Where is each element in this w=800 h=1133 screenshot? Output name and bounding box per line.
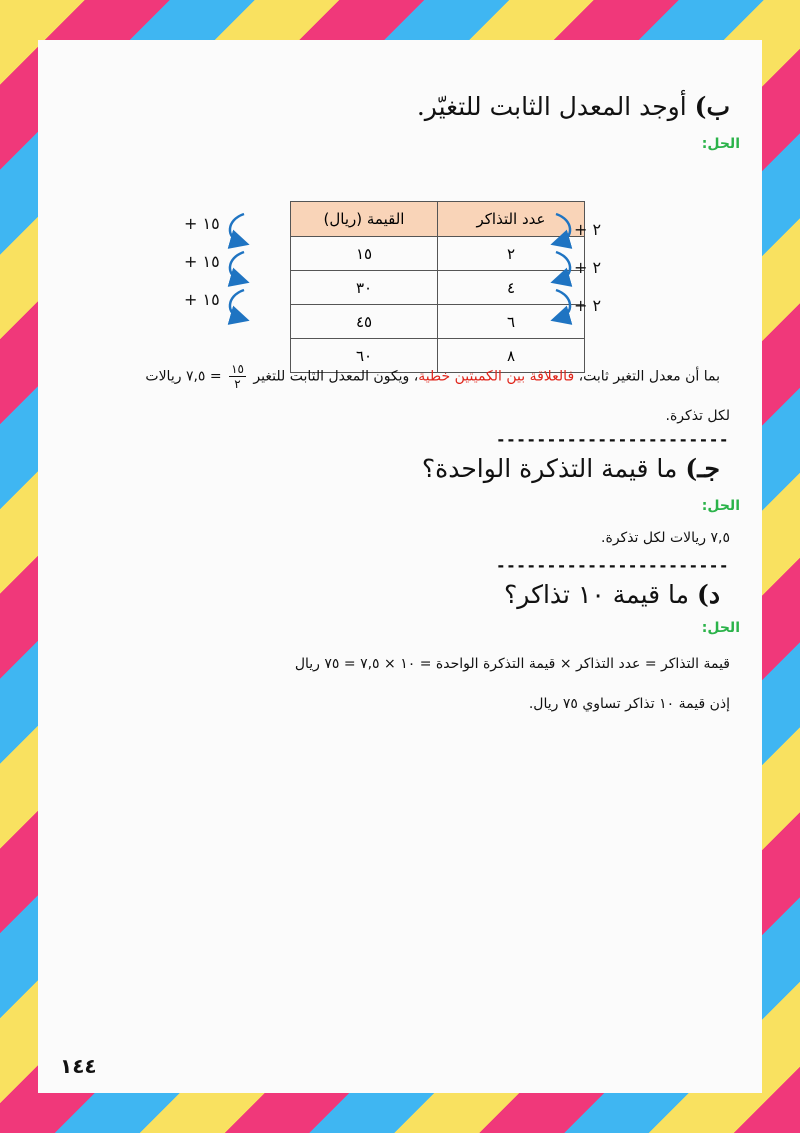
cell-tickets: ٨ xyxy=(438,339,585,373)
conclusion-part-3: = ٧,٥ ريالات xyxy=(145,368,222,385)
table-row xyxy=(291,271,585,305)
question-d-text: ما قيمة ١٠ تذاكر؟ xyxy=(504,580,690,609)
curved-arrow-icon xyxy=(230,252,244,280)
answer-c: ٧,٥ ريالات لكل تذكرة. xyxy=(601,530,730,546)
conclusion-part-1: بما أن معدل التغير ثابت، xyxy=(574,368,720,385)
increment-right-3: + ٢ xyxy=(574,296,602,315)
increment-right-2: + ٢ xyxy=(574,258,602,277)
cell-tickets: ٦ xyxy=(438,305,585,339)
question-c-text: ما قيمة التذكرة الواحدة؟ xyxy=(421,454,678,483)
table-row xyxy=(291,237,585,271)
header-value: القيمة (ريال) xyxy=(291,202,438,237)
cell-value: ١٥ xyxy=(291,237,438,271)
page-number: ١٤٤ xyxy=(60,1054,97,1078)
question-b-label: ب) xyxy=(694,92,730,121)
cell-value: ٤٥ xyxy=(291,305,438,339)
cell-tickets: ٢ xyxy=(438,237,585,271)
curved-arrow-icon xyxy=(230,214,244,242)
curved-arrow-icon xyxy=(556,252,570,280)
question-d-label: د) xyxy=(697,580,720,609)
question-b-text: أوجد المعدل الثابت للتغيّر. xyxy=(416,92,687,121)
increment-left-2: + ١٥ xyxy=(184,252,220,271)
fraction-denominator: ٢ xyxy=(234,377,241,391)
question-d xyxy=(504,580,720,609)
header-tickets: عدد التذاكر xyxy=(438,202,585,237)
cell-value: ٦٠ xyxy=(291,339,438,373)
increment-right-1: + ٢ xyxy=(574,220,602,239)
question-c-label: جـ) xyxy=(685,454,720,483)
increment-left-1: + ١٥ xyxy=(184,214,220,233)
conclusion-highlight: فالعلاقة بين الكميتين خطية xyxy=(418,368,575,385)
curved-arrow-icon xyxy=(556,290,570,318)
solution-label-d: الحل: xyxy=(701,620,740,636)
conclusion-part-2: ، ويكون المعدل الثابت للتغير xyxy=(253,368,419,385)
conclusion-line-2: لكل تذكرة. xyxy=(665,408,730,424)
fraction-numerator: ١٥ xyxy=(231,362,244,376)
curved-arrow-icon xyxy=(556,214,570,242)
table-row xyxy=(291,305,585,339)
question-c xyxy=(422,454,720,483)
answer-d-line-2: إذن قيمة ١٠ تذاكر تساوي ٧٥ ريال. xyxy=(528,696,730,712)
table-header-row xyxy=(291,202,585,237)
separator-1: ----------------------- xyxy=(496,430,730,449)
solution-label-c: الحل: xyxy=(701,498,740,514)
fraction xyxy=(229,362,246,391)
increment-left-3: + ١٥ xyxy=(184,290,220,309)
curved-arrow-icon xyxy=(230,290,244,318)
cell-value: ٣٠ xyxy=(291,271,438,305)
solution-label-b: الحل: xyxy=(701,136,740,152)
conclusion-line-1 xyxy=(145,362,720,391)
answer-d-line-1: قيمة التذاكر = عدد التذاكر × قيمة التذكرة الواحدة = ١٠ × ٧,٥ = ٧٥ ريال xyxy=(294,656,730,672)
cell-tickets: ٤ xyxy=(438,271,585,305)
left-arrows xyxy=(224,208,254,328)
question-b xyxy=(417,92,730,121)
tickets-table xyxy=(290,201,585,373)
separator-2: ----------------------- xyxy=(496,556,730,575)
page xyxy=(38,40,762,1093)
